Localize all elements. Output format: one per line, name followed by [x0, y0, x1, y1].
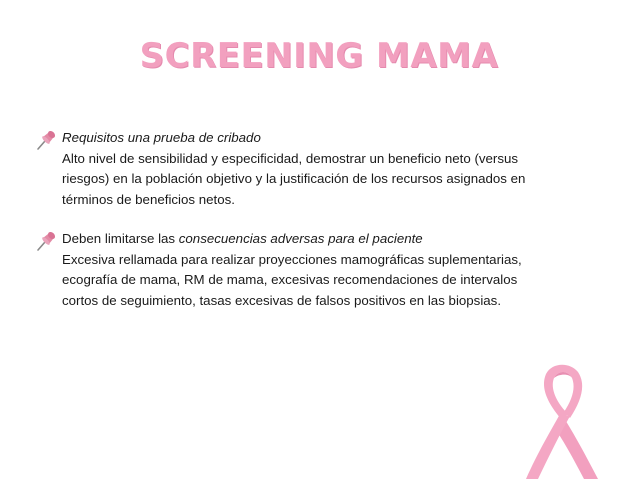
bullet-body-line: términos de beneficios netos. [62, 191, 235, 207]
bullet-body-line: ecografía de mama, RM de mama, excesivas recomendaciones de intervalos [62, 272, 518, 287]
pink-ribbon-icon [526, 360, 606, 479]
slide-title: SCREENING MAMA [139, 36, 499, 76]
bullet-requisitos [34, 128, 594, 210]
pushpin-icon [34, 128, 58, 152]
bullet-heading-emphasis: consecuencias adversas para el paciente [178, 231, 423, 246]
bullet-heading: Requisitos una prueba de cribado [62, 130, 261, 145]
bullet-body-line: Excesiva rellamada para realizar proyecciones mamográficas suplementarias, [62, 251, 522, 267]
bullet-body-line: riesgos) en la población objetivo y la justificación de los recursos asignados en [62, 171, 526, 186]
bullet-body-line: Alto nivel de sensibilidad y especificidad, demostrar un beneficio neto (versus [62, 150, 519, 166]
bullet-body-line: cortos de seguimiento, tasas excesivas de falsos positivos en las biopsias. [62, 292, 502, 308]
bullet-heading-prefix: Deben limitarse las [62, 231, 179, 246]
bullet-heading [62, 229, 594, 250]
bullet-consecuencias [34, 229, 594, 311]
pushpin-icon [34, 229, 58, 253]
